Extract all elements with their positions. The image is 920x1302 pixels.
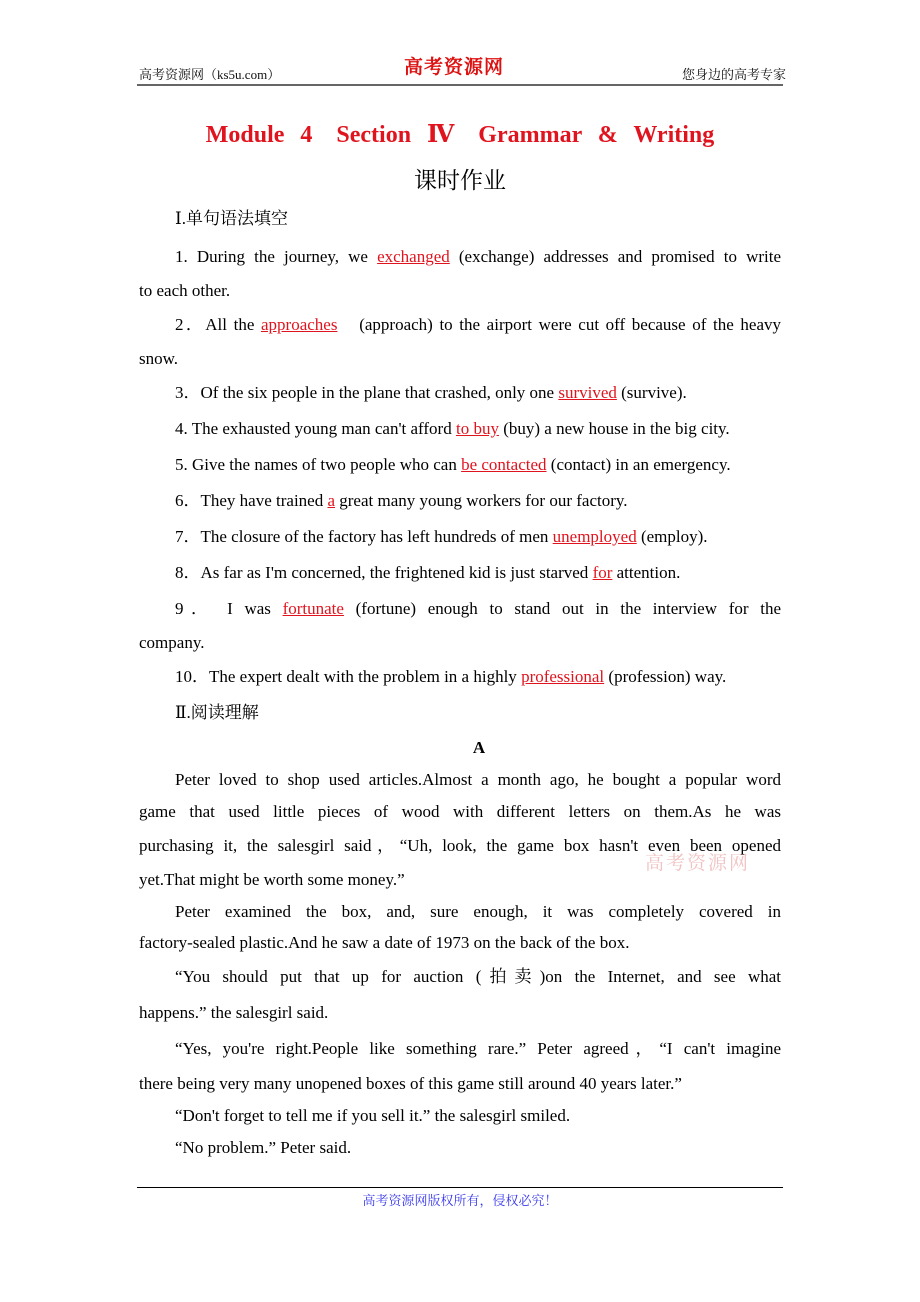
passage-line: “Don't forget to tell me if you sell it.” the salesgirl smiled. [175, 1106, 571, 1125]
item-text: (buy) a new house in the big city. [498, 419, 730, 438]
grammar-item [175, 454, 781, 476]
watermark: 高考资源网 [645, 853, 751, 874]
grammar-item [175, 562, 781, 584]
grammar-item-continuation: snow. [139, 349, 179, 368]
item-text: (profession) way. [604, 667, 727, 686]
grammar-item-continuation: to each other. [139, 281, 231, 300]
grammar-item [175, 246, 781, 268]
passage-line: “No problem.” Peter said. [175, 1138, 352, 1157]
item-text: 3．Of the six people in the plane that crashed, only one [175, 383, 559, 402]
item-answer: fortunate [282, 599, 344, 618]
header-right: 您身边的高考专家 [681, 67, 786, 82]
item-answer: survived [558, 383, 617, 402]
grammar-item [175, 598, 781, 620]
passage-line: “You should put that up for auction (拍卖)on the Internet, and see what [175, 967, 781, 986]
item-text: (approach) to the airport were cut off because of the heavy [337, 315, 781, 334]
grammar-item [175, 314, 781, 336]
item-answer: to buy [455, 419, 499, 438]
part1-heading: Ⅰ.单句语法填空 [175, 209, 288, 228]
item-text: great many young workers for our factory. [335, 491, 628, 510]
item-text: (contact) in an emergency. [546, 455, 731, 474]
grammar-item-continuation: company. [139, 633, 205, 652]
header-rule [137, 84, 783, 86]
passage-line: game that used little pieces of wood with different letters on them.As he was [139, 802, 781, 821]
item-text: 1. During the journey, we [175, 247, 378, 266]
part2-heading: Ⅱ.阅读理解 [175, 703, 259, 722]
item-answer: approaches [260, 315, 338, 334]
site-logo: 高考资源网 [404, 57, 505, 78]
page-title: Module 4 Section Ⅳ Grammar & Writing [205, 122, 715, 148]
passage-line: Peter loved to shop used articles.Almost a month ago, he bought a popular word [175, 770, 781, 789]
grammar-item [175, 418, 781, 440]
passage-line: “Yes, you're right.People like something rare.” Peter agreed，“I can't imagine [175, 1039, 781, 1058]
item-answer: a [327, 491, 336, 510]
passage-line: factory-sealed plastic.And he saw a date of 1973 on the back of the box. [139, 933, 630, 952]
item-answer: exchanged [377, 247, 450, 266]
item-text: (fortune) enough to stand out in the interview for the [343, 599, 781, 618]
item-text: 2．All the [175, 315, 261, 334]
passage-line: yet.That might be worth some money.” [139, 870, 405, 889]
item-text: 4. The exhausted young man can't afford [175, 419, 456, 438]
item-text: (survive). [616, 383, 687, 402]
grammar-item [175, 490, 781, 512]
item-answer: for [592, 563, 613, 582]
item-text: 7．The closure of the factory has left hundreds of men [175, 527, 553, 546]
footer-rule [137, 1187, 783, 1188]
item-text: 8．As far as I'm concerned, the frightened kid is just starved [175, 563, 593, 582]
passage-line: Peter examined the box, and, sure enough, it was completely covered in [175, 902, 781, 921]
passage-line: purchasing it, the salesgirl said，“Uh, look, the game box hasn't even been opened [139, 836, 781, 855]
grammar-item [175, 526, 781, 548]
item-answer: professional [521, 667, 605, 686]
item-text: 9． I was [175, 599, 283, 618]
grammar-item [175, 382, 781, 404]
item-text: attention. [612, 563, 681, 582]
item-text: 5. Give the names of two people who can [175, 455, 462, 474]
footer-copyright: 高考资源网版权所有，侵权必究！ [362, 1193, 558, 1208]
item-answer: be contacted [461, 455, 547, 474]
item-text: 10．The expert dealt with the problem in a highly [175, 667, 522, 686]
item-text: 6．They have trained [175, 491, 328, 510]
item-answer: unemployed [552, 527, 637, 546]
header-left: 高考资源网（ks5u.com） [139, 67, 281, 82]
passage-line: there being very many unopened boxes of this game still around 40 years later.” [139, 1074, 682, 1093]
passage-line: happens.” the salesgirl said. [139, 1003, 329, 1022]
item-text: (exchange) addresses and promised to write [449, 247, 782, 266]
page-subtitle: 课时作业 [414, 168, 506, 193]
grammar-item [175, 666, 781, 688]
section-label: A [472, 738, 486, 757]
item-text: (employ). [636, 527, 708, 546]
